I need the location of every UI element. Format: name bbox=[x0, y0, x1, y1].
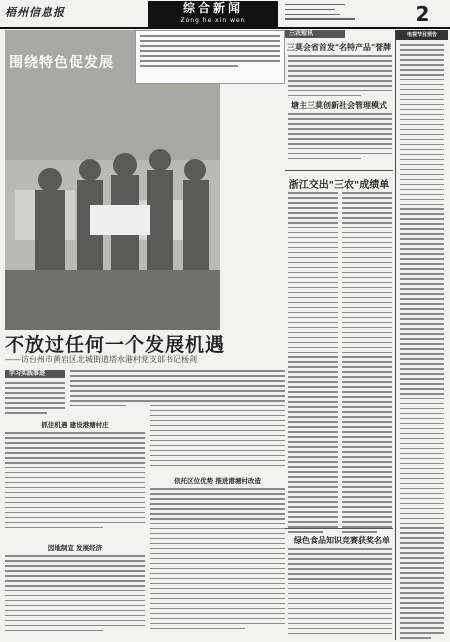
section-title: 综合新闻 bbox=[182, 1, 243, 15]
award-list-title: 绿色食品知识竞赛获奖名单 bbox=[294, 536, 390, 545]
tv-listing-column bbox=[395, 30, 448, 640]
report-body-left bbox=[288, 192, 338, 536]
photo-caption-box bbox=[135, 30, 285, 84]
tv-listing-body bbox=[400, 44, 444, 642]
tv-listing-title: 电视节目预告 bbox=[396, 30, 448, 40]
report-body-right bbox=[342, 192, 392, 536]
short-news-body-2 bbox=[288, 113, 392, 163]
subhead-transform: 依托区位优势 推进港塘村改造 bbox=[174, 477, 261, 485]
short-news-body-1 bbox=[288, 55, 392, 100]
article-body-col2 bbox=[150, 370, 285, 470]
section-pinyin: Zong he xin wen bbox=[180, 17, 246, 24]
intro-text bbox=[70, 370, 150, 410]
subhead-economy: 因地制宜 发展经济 bbox=[47, 544, 103, 552]
section-header bbox=[148, 1, 278, 27]
left-column-header bbox=[5, 370, 65, 378]
paper-name: 梧州信息报 bbox=[5, 6, 65, 19]
main-headline: 不放过任何一个发展机遇 bbox=[5, 334, 226, 356]
article-body-col2b bbox=[150, 488, 285, 633]
subhead-village: 抓住机遇 建设港塘村庄 bbox=[41, 421, 109, 429]
issue-info-block bbox=[285, 4, 365, 23]
header-rule bbox=[0, 27, 450, 29]
divider-2 bbox=[285, 528, 393, 529]
photo-slogan: 围绕特色促发展 bbox=[9, 55, 114, 71]
short-news-header bbox=[285, 30, 345, 38]
award-list-body bbox=[288, 548, 392, 638]
main-subheadline: ——访台州市黄岩区北城街道塔水港村党支部书记杨剑 bbox=[5, 355, 197, 364]
article-body-col1b bbox=[5, 555, 145, 635]
short-news-title-2: 塘主三莫创新社会管理模式 bbox=[291, 101, 387, 110]
short-news-label: 三农短讯 bbox=[285, 30, 345, 38]
divider bbox=[285, 170, 393, 171]
photo-caption bbox=[140, 35, 280, 70]
report-title: 浙江交出"三农"成绩单 bbox=[288, 180, 390, 191]
article-body-col1 bbox=[5, 432, 145, 532]
short-news-title-1: 三莫会省首发"名特产品"誉牌 bbox=[286, 43, 392, 52]
page-number: 2 bbox=[415, 2, 430, 26]
section-label: 学习实践事迹 bbox=[5, 370, 65, 378]
left-column-text bbox=[5, 382, 65, 417]
